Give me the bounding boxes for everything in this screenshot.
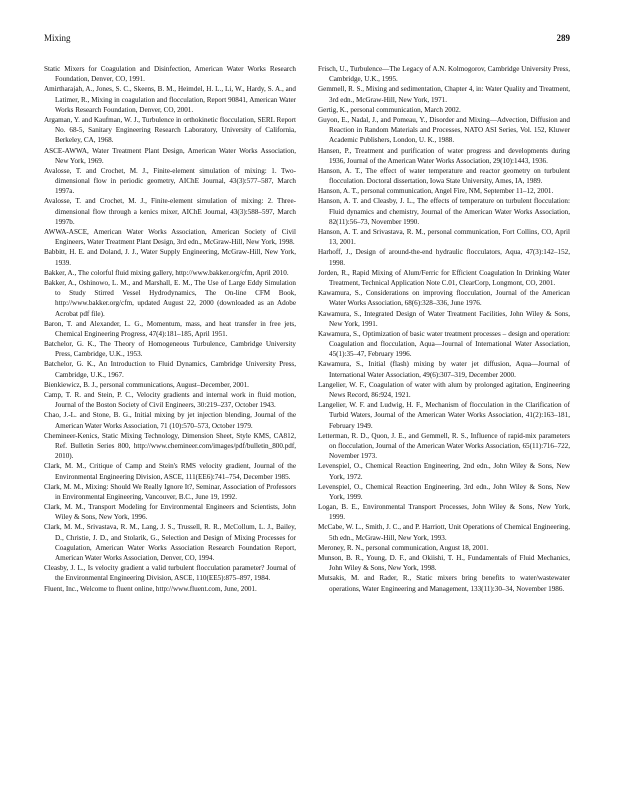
reference-entry: Letterman, R. D., Quon, J. E., and Gemmell, R. S., Influence of rapid-mix parameters on flocculation, Journal of the American Water Works Association, 65(11):716–722, November 1973.	[318, 431, 570, 461]
running-title: Mixing	[44, 33, 71, 43]
reference-entry: AWWA-ASCE, American Water Works Association, American Society of Civil Engineers, Water Treatment Plant Design, 3rd edn., McGraw-Hill, New York, 1998.	[44, 228, 296, 247]
reference-entry: Guyon, E., Nadal, J., and Pomeau, Y., Disorder and Mixing—Advection, Diffusion and Reaction in Random Materials and Processes, NATO ASI Series, Vol. 152, Kluwer Academic Publishers, London, U. K., 1988.	[318, 115, 570, 145]
reference-entry: Hanson, A. T. and Cleasby, J. L., The effects of temperature on turbulent flocculation: Fluid dynamics and chemistry, Journal of the American Water Works Association, 82(11):56–73, November 1990.	[318, 197, 570, 226]
reference-entry: Argaman, Y. and Kaufman, W. J., Turbulence in orthokinetic flocculation, SERL Report No. 68-5, Sanitary Engineering Research Laboratory, University of California, Berkeley, CA, 1968.	[44, 115, 296, 145]
reference-entry: Chemineer-Kenics, Static Mixing Technology, Dimension Sheet, Style KMS, CA812, Ref. Bulletin Series 800, http://www.chemineer.com/images/pdf/bulletin_800.pdf, 2010).	[44, 431, 296, 461]
reference-entry: Bienkiewicz, B. J., personal communications, August–December, 2001.	[44, 380, 249, 389]
reference-entry: Gemmell, R. S., Mixing and sedimentation, Chapter 4, in: Water Quality and Treatment, 3rd edn., McGraw-Hill, New York, 1971.	[318, 85, 570, 104]
reference-entry: Langelier, W. F., Coagulation of water with alum by prolonged agitation, Engineering News Record, 86:924, 1921.	[318, 380, 570, 399]
reference-entry: Amirtharajah, A., Jones, S. C., Skeens, B. M., Heimdel, H. L., Li, W., Hardy, S. A., and Latimer, R., Mixing in coagulation and flocculation, Report 90841, American Water Works Research Foundation, Denver, CO, 2001.	[44, 85, 296, 114]
references-right-column	[318, 64, 570, 594]
reference-entry: Mutsakis, M. and Rader, R., Static mixers bring benefits to water/wastewater operations, Water Engineering and Management, 133(11):30–34, November 1986.	[318, 574, 570, 593]
reference-entry: Clark, M. M., Critique of Camp and Stein's RMS velocity gradient, Journal of the Environmental Engineering Division, ASCE, 111(EE6):741–754, December 1985.	[44, 462, 296, 481]
reference-entry: Chao, J.-L. and Stone, B. G., Initial mixing by jet injection blending, Journal of the American Water Works Association, 71 (10):570–573, October 1979.	[44, 411, 296, 430]
reference-entry: Levenspiel, O., Chemical Reaction Engineering, 2nd edn., John Wiley & Sons, New York, 1972.	[318, 462, 570, 481]
reference-entry: Langelier, W. F. and Ludwig, H. F., Mechanism of flocculation in the Clarification of Turbid Waters, Journal of the American Water Works Association, 41(2):163–181, February 1949.	[318, 401, 570, 430]
references-left-column	[44, 64, 296, 594]
reference-entry: Kawamura, S., Initial (flash) mixing by water jet diffusion, Aqua—Journal of International Water Association, 49(6):307–319, December 2000.	[318, 360, 570, 379]
reference-entry: Kawamura, S., Considerations on improving flocculation, Journal of the American Water Works Association, 68(6):328–336, June 1976.	[318, 289, 570, 308]
page-number: 289	[556, 33, 570, 43]
reference-entry: Batchelor, G. K., An Introduction to Fluid Dynamics, Cambridge University Press, Cambridge, U.K., 1967.	[44, 360, 296, 379]
reference-entry: Fluent, Inc., Welcome to fluent online, http://www.fluent.com, June, 2001.	[44, 584, 257, 593]
reference-entry: Babbitt, H. E. and Doland, J. J., Water Supply Engineering, McGraw-Hill, New York, 1939.	[44, 248, 296, 267]
reference-entry: Avalosse, T. and Crochet, M. J., Finite-element simulation of mixing: 2. Three-dimensional flow through a kenics mixer, AIChE Journal, 43(3):588–597, March 1997b.	[44, 197, 296, 226]
reference-entry: Kawamura, S., Integrated Design of Water Treatment Facilities, John Wiley & Sons, New York, 1991.	[318, 309, 570, 328]
reference-entry: Kawamura, S., Optimization of basic water treatment processes – design and operation: Coagulation and flocculation, Aqua—Journal of International Water Association, 45(1):35–47, February 1996.	[318, 329, 570, 359]
reference-entry: Hanson, A. T., The effect of water temperature and reactor geometry on turbulent flocculation. Doctoral dissertation, Iowa State University, Ames, IA, 1989.	[318, 166, 570, 186]
reference-entry: Batchelor, G. K., The Theory of Homogeneous Turbulence, Cambridge University Press, Cambridge, U.K., 1953.	[44, 340, 296, 359]
reference-entry: ASCE-AWWA, Water Treatment Plant Design, American Water Works Association, New York, 1969.	[44, 146, 296, 165]
reference-entry: Bakker, A., The colorful fluid mixing gallery, http://www.bakker.org/cfm, April 2010.	[44, 268, 289, 277]
reference-entry: Avalosse, T. and Crochet, M. J., Finite-element simulation of mixing: 1. Two-dimensional flow in periodic geometry, AIChE Journal, 43(3):577–587, March 1997a.	[44, 166, 296, 196]
reference-entry: Clark, M. M., Mixing: Should We Really Ignore It?, Seminar, Association of Professors in Environmental Engineering, Vancouver, B.C., June 19, 1992.	[44, 482, 296, 501]
reference-entry: Hanson, A. T., personal communication, Angel Fire, NM, September 11–12, 2001.	[318, 187, 554, 196]
page-header	[44, 33, 570, 47]
reference-entry: Clark, M. M., Transport Modeling for Environmental Engineers and Scientists, John Wiley & Sons, New York, 1996.	[44, 503, 296, 522]
reference-entry: Cleasby, J. L., Is velocity gradient a valid turbulent flocculation parameter? Journal of the Environmental Engineering Division, ASCE, 110(EE5):875–897, 1984.	[44, 564, 296, 583]
reference-entry: Jorden, R., Rapid Mixing of Alum/Ferric for Efficient Coagulation In Drinking Water Treatment, Technical Application Note C.01, ClearCorp, Longmont, CO, 2001.	[318, 268, 570, 287]
reference-entry: Hanson, A. T. and Srivastava, R. M., personal communication, Fort Collins, CO, April 13, 2001.	[318, 228, 570, 247]
reference-entry: Levenspiel, O., Chemical Reaction Engineering, 3rd edn., John Wiley & Sons, New York, 1999.	[318, 482, 570, 501]
reference-entry: Static Mixers for Coagulation and Disinfection, American Water Works Research Foundation, Denver, CO, 1991.	[44, 65, 296, 84]
reference-entry: Bakker, A., Oshinowo, L. M., and Marshall, E. M., The Use of Large Eddy Simulation to Study Stirred Vessel Hydrodynamics, The On-line CFM Book, http://www.bakker.org/cfm, updated August 22, 2000 (downloaded as an Adobe Acrobat pdf file).	[44, 278, 296, 318]
reference-entry: Clark, M. M., Srivastava, R. M., Lang, J. S., Trussell, R. R., McCollum, L. J., Bailey, D., Christie, J. D., and Stolarik, G., Selection and Design of Mixing Processes for Coagulation, American Water Works Association Research Foundation Report, American Water Works Association, Denver, CO, 1994.	[44, 523, 296, 562]
reference-entry: Munson, B. R., Young, D. F., and Okiishi, T. H., Fundamentals of Fluid Mechanics, John Wiley & Sons, New York, 1998.	[318, 554, 570, 573]
reference-entry: Hansen, P., Treatment and purification of water progress and developments during 1936, Journal of the American Water Works Association, 29(10):1443, 1936.	[318, 146, 570, 165]
reference-entry: McCabe, W. L., Smith, J. C., and P. Harriott, Unit Operations of Chemical Engineering, 5th edn., McGraw-Hill, New York, 1993.	[318, 523, 570, 542]
reference-entry: Gertig, K., personal communication, March 2002.	[318, 105, 461, 114]
reference-entry: Harhoff, J., Design of around-the-end hydraulic flocculators, Aqua, 47(3):142–152, 1998.	[318, 248, 570, 267]
reference-entry: Camp, T. R. and Stein, P. C., Velocity gradients and internal work in fluid motion, Journal of the Boston Society of Civil Engineers, 30:219–237, October 1943.	[44, 391, 296, 410]
reference-entry: Baron, T. and Alexander, L. G., Momentum, mass, and heat transfer in free jets, Chemical Engineering Progress, 47(4):181–185, April 1951.	[44, 319, 296, 338]
reference-entry: Frisch, U., Turbulence—The Legacy of A.N. Kolmogorov, Cambridge University Press, Cambridge, U.K., 1995.	[318, 65, 570, 84]
reference-entry: Meroney, R. N., personal communication, August 18, 2001.	[318, 543, 489, 552]
reference-entry: Logan, B. E., Environmental Transport Processes, John Wiley & Sons, New York, 1999.	[318, 503, 570, 522]
